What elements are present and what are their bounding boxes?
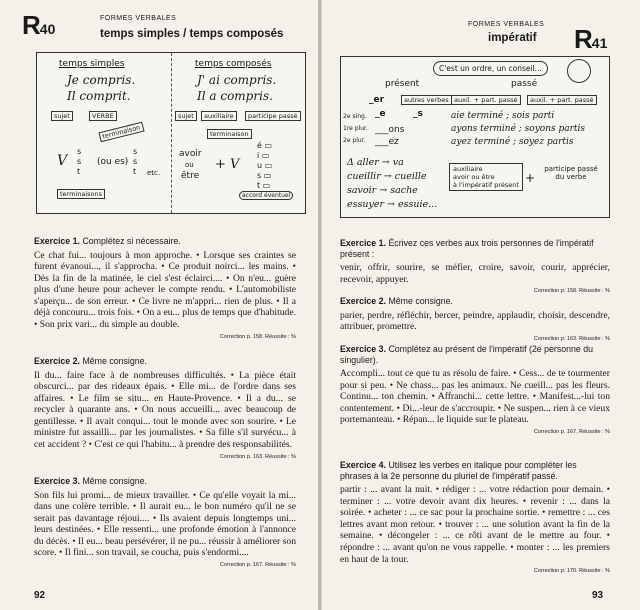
left-page: [0, 0, 318, 610]
exercise-1: [34, 236, 296, 343]
label-terminaisons: terminaisons: [57, 189, 105, 199]
aux-box-line-1: auxiliaire: [453, 165, 483, 173]
diagram-divider: [171, 53, 172, 213]
page-number: 93: [592, 590, 604, 601]
exercise-2-instruction: Même consigne.: [82, 356, 147, 366]
col-aux-avoir: auxil. + part. passé: [451, 95, 521, 105]
aux-box-line-3: à l'impératif présent: [453, 181, 519, 189]
exercise-2-title: Exercice 2.: [340, 296, 386, 306]
pp-box: participe passé du verbe: [544, 165, 598, 181]
exercise-2-correction: Correction p. 163. Réussite : %: [533, 335, 610, 342]
rule-code-left: [22, 10, 55, 41]
exercise-3-instruction: Complétez au présent de l'impératif (2e personne du singulier).: [340, 344, 594, 365]
ending-ons: ___ons: [375, 125, 405, 135]
conjugation-diagram: [36, 52, 306, 214]
exercise-4-text: partir : ... avant la nuit. • rédiger : ... votre rédaction pour demain. • terminer : ... votre devoir avant dix heures. • revenir : ... dans la soirée. • acheter : ... ce sac pour la prochaine sortie. • remettre : ... ces lettres avant mon retour. • trouver : ... une solution avant la fin de la semaine. • décongeler : ... ce rôti avant de le mettre au four. • répondre : ... avant qu'on ne vous rappelle. • monter : ... les premiers en haut de la tour.: [340, 484, 610, 565]
exercise-2-text: Il du... faire face à de nombreuses difficultés. • La pièce était obscurci... par des rideaux épais. • Elle mi... de l'ordre dans ses affaires. • Le film se situ... en Haute-Provence. • Il a du... se recycler à quarante ans. • On nous accueilli... avec beaucoup de gentillesse. • Il avait conqui... tout le monde avec son sourire. • Le ministre fut assailli... par les journalistes. • Sa fille s'il survécu... à cet accident ? • C'est ce qui l'habitu... à prendre des responsabilités.: [34, 369, 296, 451]
exercise-3-title: Exercice 3.: [340, 344, 386, 354]
right-page: [322, 0, 640, 610]
exercise-3-correction: Correction p. 167. Réussite : %: [533, 428, 610, 435]
exercise-1-instruction: Écrivez ces verbes aux trois personnes de l'impératif présent :: [340, 238, 594, 259]
speech-bubble: C'est un ordre, un conseil...: [433, 61, 548, 76]
exercise-2-text: parier, perdre, réfléchir, bercer, peindre, applaudir, choisir, descendre, attribuer, promettre.: [340, 309, 610, 333]
label-verbe: VERBE: [89, 111, 117, 121]
rule-number: 41: [591, 35, 608, 51]
plus-sign: +: [525, 171, 536, 185]
exercise-3-title: Exercice 3.: [34, 476, 80, 486]
participe-endings: é ▭ i ▭ u ▭ s ▭ t ▭: [257, 141, 273, 190]
label-sujet: sujet: [51, 111, 73, 121]
exercise-1-text: venir, offrir, sourire, se méfier, croire, savoir, courir, apprécier, recevoir, appuyer.: [340, 262, 610, 285]
aux-box: [449, 163, 523, 191]
irregular-2: cueillir → cueille: [347, 171, 427, 182]
diagram-compose-example-1: J' ai compris.: [197, 73, 277, 87]
imperative-diagram: [340, 56, 610, 218]
exercise-4-title: Exercice 4.: [340, 460, 386, 470]
exercise-4-instruction: Utilisez les verbes en italique pour compléter les phrases à la 2e personne du pluriel de l'impératif passé.: [340, 460, 577, 481]
exercise-3-text: Son fils lui promi... de mieux travailler. • Ce qu'elle voyait la mi... dans une colère terrible. • Il aurait eu... le bon numéro qu'il ne se serait pas davantage réjoui.... • Ils avaient depuis longtemps uni... leurs destinées. • Elle ressenti... une profonde émotion à l'annonce du décès. • Il eu... beau persévérer, il ne pu... réussir à améliorer son score. • Il fini... son travail, se coucha, puis s'endormi....: [34, 489, 296, 559]
diagram-simple-heading: temps simples: [59, 59, 125, 69]
section-label: FORMES VERBALES: [100, 15, 177, 22]
passe-row-2: ayons terminé ; soyons partis: [451, 124, 586, 134]
passe-row-3: ayez terminé ; soyez partis: [451, 137, 574, 147]
face-icon: [567, 59, 591, 83]
exercise-3-text: Accompli... tout ce que tu as résolu de faire. • Cess... de te tourmenter pour si peu. • Ne chass... pas les animaux. Ne cueill... pas les fleurs. Continu... ton chemin. • Affranchi... cette lettre. • Manifest...-lui ton contentement. • Di...-leur de s'accroupir. • Ne suspen... rien à ce vieux portemanteau. • Répan... le liquide sur le plateau.: [340, 368, 610, 426]
aux-ou: ou: [185, 161, 194, 169]
exercise-1-title: Exercice 1.: [34, 236, 80, 246]
row-2e-sing: 2e sing.: [343, 113, 367, 120]
ending-ez: ___ez: [375, 137, 399, 147]
diagram-compose-heading: temps composés: [195, 59, 272, 69]
heading-present: présent: [385, 79, 420, 89]
exercise-3-correction: Correction p. 167. Réussite : %: [219, 562, 296, 569]
irregular-4: essuyer → essuie...: [347, 199, 438, 210]
aux-box-line-2: avoir ou être: [453, 173, 495, 181]
diagram-compose-example-2: Il a compris.: [197, 89, 273, 103]
exercise-2: [34, 356, 296, 463]
ending-alt: (ou es): [97, 157, 129, 167]
label-terminaison: terminaison: [98, 122, 144, 143]
exercise-4-correction: Correction p. 170. Réussite : %: [533, 568, 610, 575]
page-number: 92: [34, 590, 46, 601]
aux-etre: être: [181, 171, 200, 181]
exercise-1-correction: Correction p. 158. Réussite : %: [219, 333, 296, 340]
label-sujet-compose: sujet: [175, 111, 197, 121]
exercise-4: [340, 460, 610, 578]
exercise-3-instruction: Même consigne.: [82, 476, 147, 486]
heading-passe: passé: [511, 79, 538, 89]
formula-v: V: [57, 153, 68, 169]
passe-row-1: aie terminé ; sois parti: [451, 111, 555, 121]
irregular-3: savoir → sache: [347, 185, 418, 196]
col-er: _er: [369, 95, 385, 105]
ending-e: _e: [375, 109, 386, 119]
label-auxiliaire: auxiliaire: [201, 111, 237, 121]
section-label: FORMES VERBALES: [468, 21, 545, 28]
exercise-2-correction: Correction p. 163. Réussite : %: [219, 453, 296, 460]
col-autres: autres verbes: [401, 95, 452, 105]
rule-letter: R: [574, 24, 592, 54]
exercise-3: [340, 344, 610, 439]
page-title: impératif: [488, 32, 537, 44]
exercise-1: [340, 238, 610, 298]
row-1re-plur: 1re plur.: [343, 125, 368, 132]
ending-list-2: s s t: [133, 147, 138, 176]
exercise-2: [340, 296, 610, 345]
exercise-2-title: Exercice 2.: [34, 356, 80, 366]
ending-s: _s: [413, 109, 423, 119]
diagram-simple-example-2: Il comprit.: [67, 89, 131, 103]
exercise-1-text: Ce chat fui... toujours à mon approche. • Lorsque ses craintes se furent évanoui..., il s'approcha. • Ce produit noirci... les mains. • Dès la fin de la matinée, le ciel s'est éclairci.... • On n'eu... guère plus d'une heure pour achever le compte rendu. • L'automobiliste s'aperçu... de son erreur. • Ce livre ne m'appri... rien de plus. • Il a déjà concouru... trois fois. • On a eu... plus de temps que d'habitude. • Son prix vari... du simple au double.: [34, 249, 296, 331]
plus-v: + V: [215, 157, 240, 172]
exercise-1-correction: Correction p. 158. Réussite : %: [533, 288, 610, 295]
diagram-simple-example-1: Je compris.: [67, 73, 136, 87]
page-title: temps simples / temps composés: [100, 28, 284, 40]
col-aux-etre: auxil. + part. passé: [527, 95, 597, 105]
ending-etc: etc.: [147, 169, 161, 177]
row-2e-plur: 2e plur.: [343, 137, 366, 144]
exercise-1-instruction: Complétez si nécessaire.: [82, 236, 181, 246]
label-participe: participe passé: [245, 111, 301, 121]
irregular-1: Δ aller → va: [347, 157, 404, 168]
exercise-3: [34, 476, 296, 572]
rule-code-right: [574, 24, 607, 55]
ending-list-1: s s t: [77, 147, 82, 176]
rule-number: 40: [39, 21, 56, 37]
aux-avoir: avoir: [179, 149, 202, 159]
exercise-2-instruction: Même consigne.: [388, 296, 453, 306]
label-accord: accord éventuel: [239, 191, 293, 200]
label-terminaison-compose: terminaison: [207, 129, 252, 139]
exercise-1-title: Exercice 1.: [340, 238, 386, 248]
rule-letter: R: [22, 10, 40, 40]
